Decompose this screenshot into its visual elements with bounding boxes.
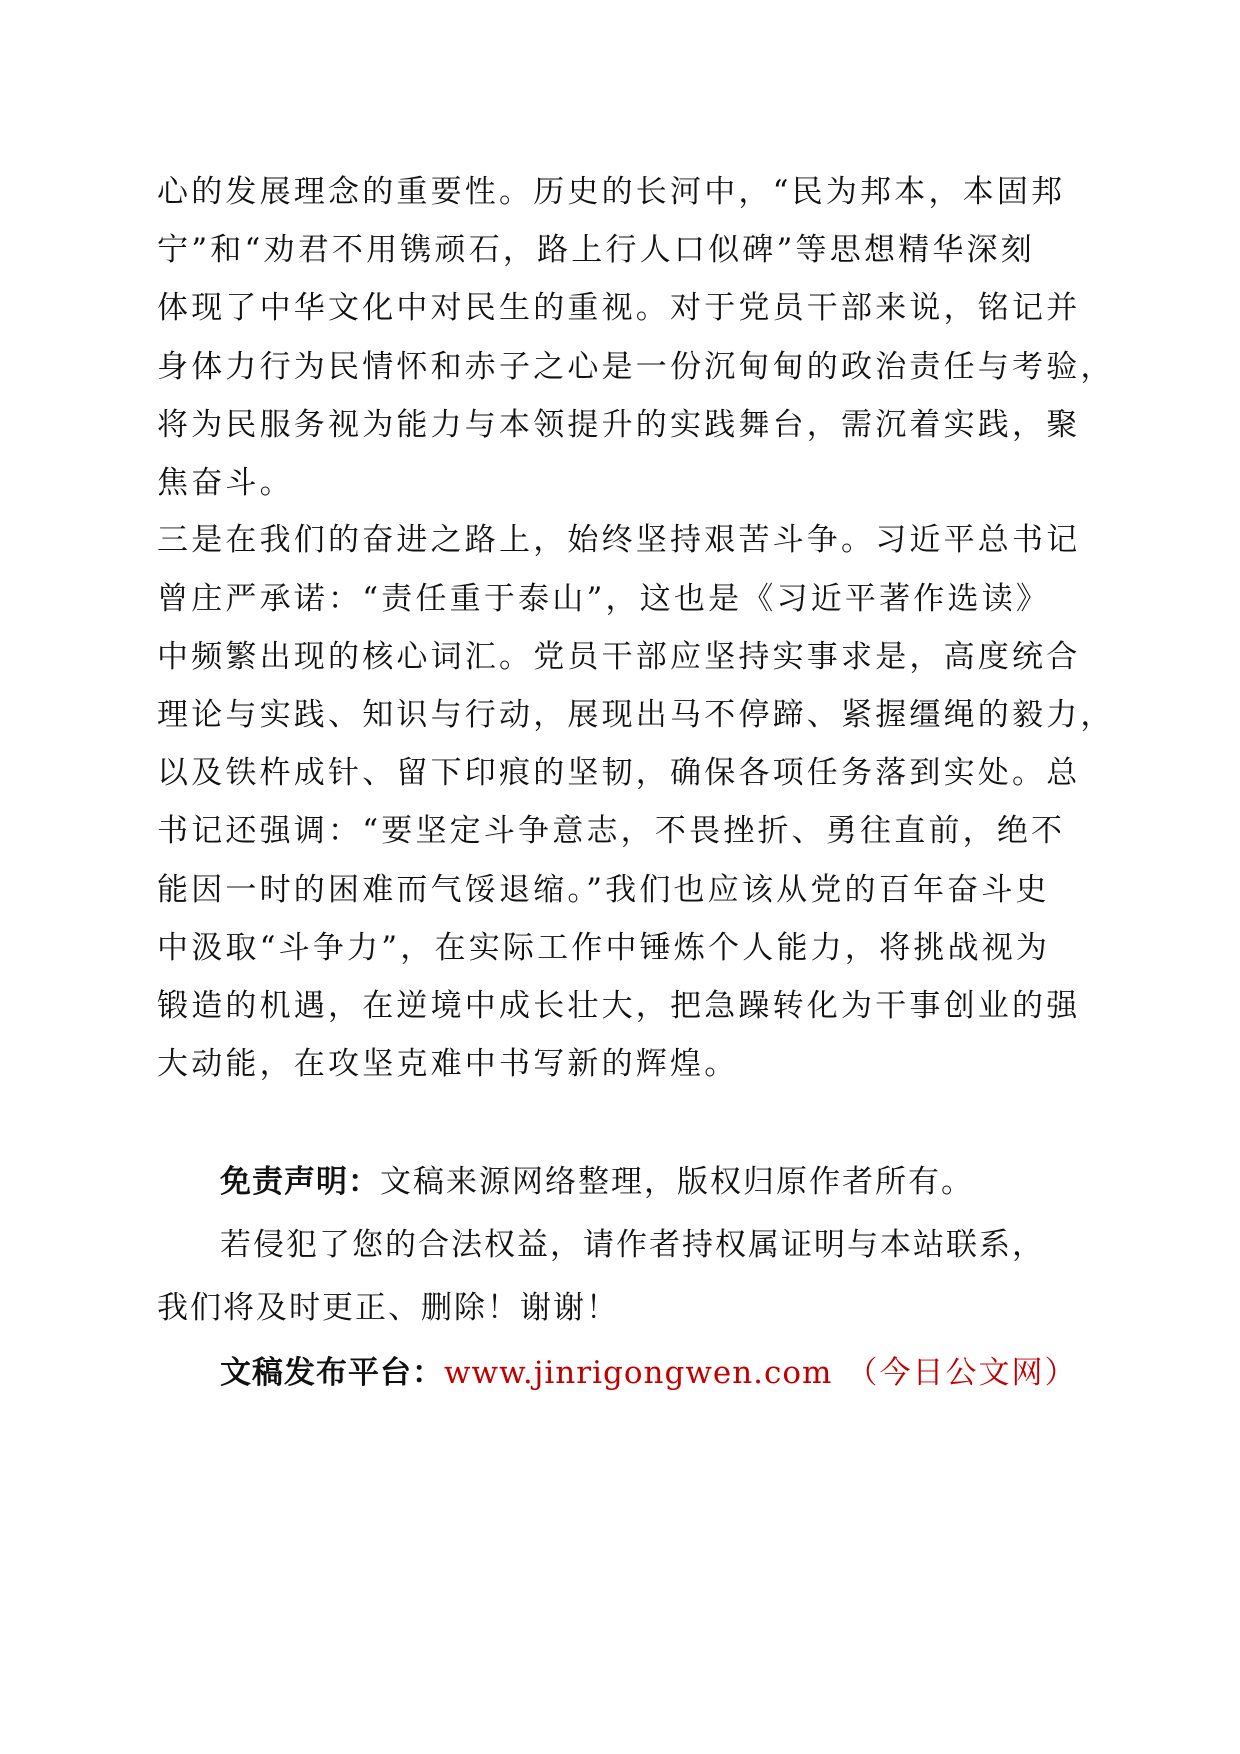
body-line: 曾庄严承诺：“责任重于泰山”，这也是《习近平著作选读》 <box>157 581 1051 617</box>
body-line: 身体力行为民情怀和赤子之心是一份沉甸甸的政治责任与考验， <box>157 349 1115 385</box>
disclaimer-line-1 <box>220 1162 1160 1202</box>
disclaimer-line-3: 我们将及时更正、删除！谢谢！ <box>157 1290 619 1326</box>
body-line: 焦奋斗。 <box>157 465 294 501</box>
platform-name: （今日公文网） <box>846 1355 1078 1391</box>
body-line: 体现了中华文化中对民生的重视。对于党员干部来说，铭记并 <box>157 290 1081 326</box>
disclaimer-label: 免责声明： <box>220 1164 380 1200</box>
disclaimer-line-2: 若侵犯了您的合法权益，请作者持权属证明与本站联系， <box>220 1227 1045 1263</box>
body-line: 书记还强调：“要坚定斗争意志，不畏挫折、勇往直前，绝不 <box>157 813 1066 849</box>
body-line: 大动能，在攻坚克难中书写新的辉煌。 <box>157 1046 739 1082</box>
body-line: 锻造的机遇，在逆境中成长壮大，把急躁转化为干事创业的强 <box>157 988 1081 1024</box>
platform-url-link[interactable]: www.jinrigongwen.com <box>444 1355 833 1391</box>
body-line: 能因一时的困难而气馁退缩。”我们也应该从党的百年奋斗史 <box>157 872 1050 908</box>
body-line: 心的发展理念的重要性。历史的长河中，“民为邦本，本固邦 <box>157 174 1066 210</box>
body-line: 宁”和“劝君不用镌顽石，路上行人口似碑”等思想精华深刻 <box>157 232 1035 268</box>
platform-label: 文稿发布平台： <box>220 1355 444 1391</box>
body-line: 中汲取“斗争力”，在实际工作中锤炼个人能力，将挑战视为 <box>157 930 1051 966</box>
platform-line <box>220 1353 1160 1393</box>
body-line: 三是在我们的奋进之路上，始终坚持艰苦斗争。习近平总书记 <box>157 522 1081 558</box>
body-line: 中频繁出现的核心词汇。党员干部应坚持实事求是，高度统合 <box>157 639 1081 675</box>
body-line: 将为民服务视为能力与本领提升的实践舞台，需沉着实践，聚 <box>157 407 1081 443</box>
body-line: 以及铁杵成针、留下印痕的坚韧，确保各项任务落到实处。总 <box>157 755 1081 791</box>
disclaimer-text: 文稿来源网络整理，版权归原作者所有。 <box>380 1164 974 1200</box>
body-line: 理论与实践、知识与行动，展现出马不停蹄、紧握缰绳的毅力， <box>157 697 1115 733</box>
